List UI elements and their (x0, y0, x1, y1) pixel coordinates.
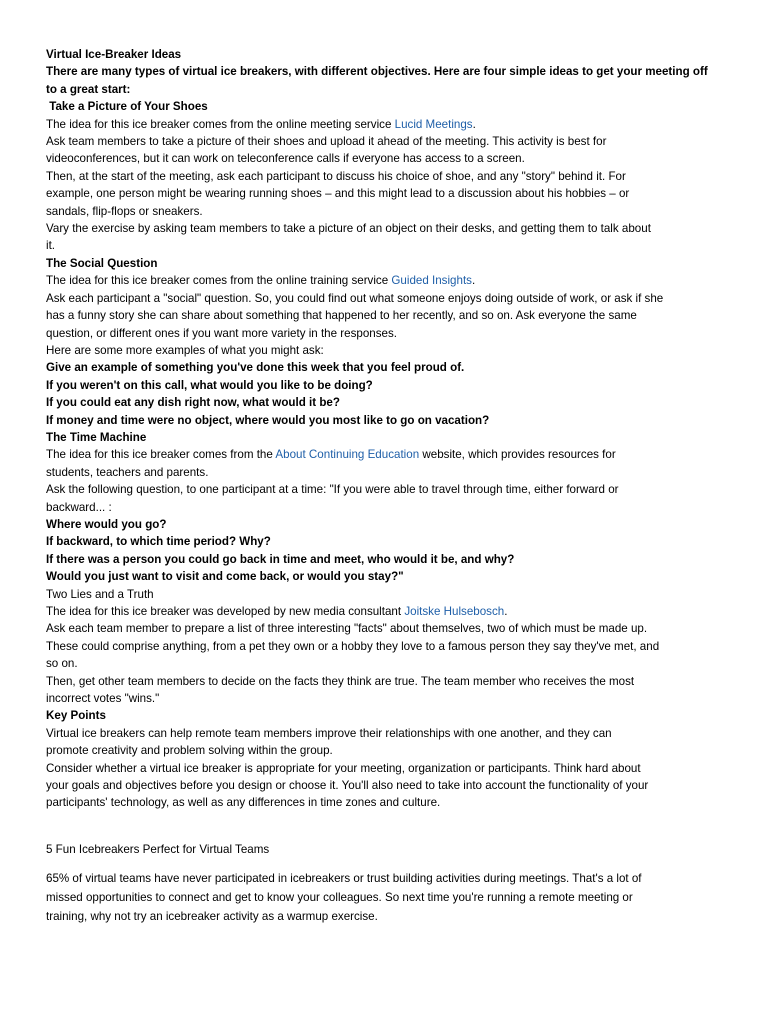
section-source (46, 116, 726, 133)
paragraph-line: Vary the exercise by asking team members to take a picture of an object on their desks, and getting them to talk about (46, 222, 651, 236)
paragraph-line: students, teachers and parents. (46, 465, 209, 479)
question-item: Where would you go? (46, 517, 167, 531)
document-body (46, 46, 726, 812)
source-text: . (504, 605, 508, 618)
source-text: . (471, 274, 476, 288)
lucid-meetings-link[interactable]: Lucid Meetings (394, 117, 473, 131)
section-heading-shoes: Take a Picture of Your Shoes (46, 100, 208, 114)
paragraph-line: Then, at the start of the meeting, ask each participant to discuss his choice of shoe, and any "story" behind it. For (46, 169, 626, 183)
paragraph-line: it. (46, 239, 56, 253)
paragraph-line: missed opportunities to connect and get to know your colleagues. So next time you're running a remote meeting or (46, 891, 633, 904)
paragraph-line: Virtual ice breakers can help remote team members improve their relationships with one another, and they can (46, 726, 612, 740)
section-heading-time-machine: The Time Machine (46, 430, 147, 444)
intro-line: to a great start: (46, 82, 131, 96)
joitske-hulsebosch-link[interactable]: Joitske Hulsebosch (404, 605, 505, 618)
fun-icebreakers-section (46, 840, 726, 926)
fun-icebreakers-heading: 5 Fun Icebreakers Perfect for Virtual Teams (46, 843, 270, 856)
paragraph-line: Then, get other team members to decide on the facts they think are true. The team member who receives the most (46, 674, 635, 688)
source-text: The idea for this ice breaker comes from the (46, 448, 276, 462)
paragraph-line: so on. (46, 657, 78, 671)
source-text: website, which provides resources for (419, 448, 616, 462)
section-heading-social: The Social Question (46, 256, 158, 270)
paragraph-line: These could comprise anything, from a pet they own or a hobby they love to a famous person they say they've met, and (46, 639, 660, 653)
paragraph-line: participants' technology, as well as any differences in time zones and culture. (46, 796, 441, 810)
question-item: If there was a person you could go back in time and meet, who would it be, and why? (46, 552, 515, 566)
paragraph-line: Ask team members to take a picture of their shoes and upload it ahead of the meeting. This activity is best for (46, 135, 607, 149)
paragraph-line: videoconferences, but it can work on teleconference calls if everyone has access to a screen. (46, 152, 525, 166)
intro-line: There are many types of virtual ice breakers, with different objectives. Here are four simple ideas to get your meeting off (46, 65, 708, 79)
section-source (46, 272, 726, 289)
question-item: If backward, to which time period? Why? (46, 535, 271, 549)
paragraph-line: example, one person might be wearing running shoes – and this might lead to a discussion about his hobbies – or (46, 187, 630, 201)
paragraph-line: sandals, flip-flops or sneakers. (46, 204, 203, 218)
section-source (46, 603, 726, 620)
paragraph-line: Consider whether a virtual ice breaker is appropriate for your meeting, organization or participants. Think hard about (46, 761, 641, 775)
paragraph-line: Ask the following question, to one participant at a time: "If you were able to travel through time, either forward or (46, 483, 619, 497)
section-source (46, 446, 726, 463)
section-heading-key-points: Key Points (46, 709, 106, 723)
paragraph-line: question, or different ones if you want more variety in the responses. (46, 326, 398, 340)
section-heading-two-lies: Two Lies and a Truth (46, 587, 154, 601)
question-item: If you could eat any dish right now, what would it be? (46, 396, 340, 410)
source-text: The idea for this ice breaker was developed by new media consultant (46, 605, 405, 618)
source-text: The idea for this ice breaker comes from the online training service (46, 274, 392, 288)
paragraph-line: Here are some more examples of what you might ask: (46, 343, 324, 357)
paragraph-line: training, why not try an icebreaker activity as a warmup exercise. (46, 910, 378, 923)
about-continuing-education-link[interactable]: About Continuing Education (275, 448, 420, 462)
guided-insights-link[interactable]: Guided Insights (391, 274, 472, 288)
document-title: Virtual Ice-Breaker Ideas (46, 48, 182, 61)
paragraph-line: incorrect votes "wins." (46, 692, 160, 706)
question-item: If money and time were no object, where would you most like to go on vacation? (46, 413, 490, 427)
paragraph-line: Ask each team member to prepare a list of three interesting "facts" about themselves, two of which must be made up. (46, 622, 648, 636)
paragraph-line: Ask each participant a "social" question. So, you could find out what someone enjoys doing outside of work, or ask if she (46, 291, 664, 305)
source-text: . (472, 117, 476, 131)
question-item: Would you just want to visit and come back, or would you stay?" (46, 570, 404, 584)
paragraph-line: 65% of virtual teams have never participated in icebreakers or trust building activities during meetings. That's a lot of (46, 872, 642, 885)
paragraph-line: has a funny story she can share about something that happened to her recently, and so on. Ask everyone the same (46, 309, 637, 323)
paragraph-line: promote creativity and problem solving within the group. (46, 744, 333, 758)
paragraph-line: backward... : (46, 500, 112, 514)
question-item: If you weren't on this call, what would you like to be doing? (46, 378, 373, 392)
paragraph-line: your goals and objectives before you design or choose it. You'll also need to take into account the functionality of your (46, 779, 649, 793)
source-text: The idea for this ice breaker comes from the online meeting service (46, 117, 395, 131)
question-item: Give an example of something you've done this week that you feel proud of. (46, 361, 465, 375)
